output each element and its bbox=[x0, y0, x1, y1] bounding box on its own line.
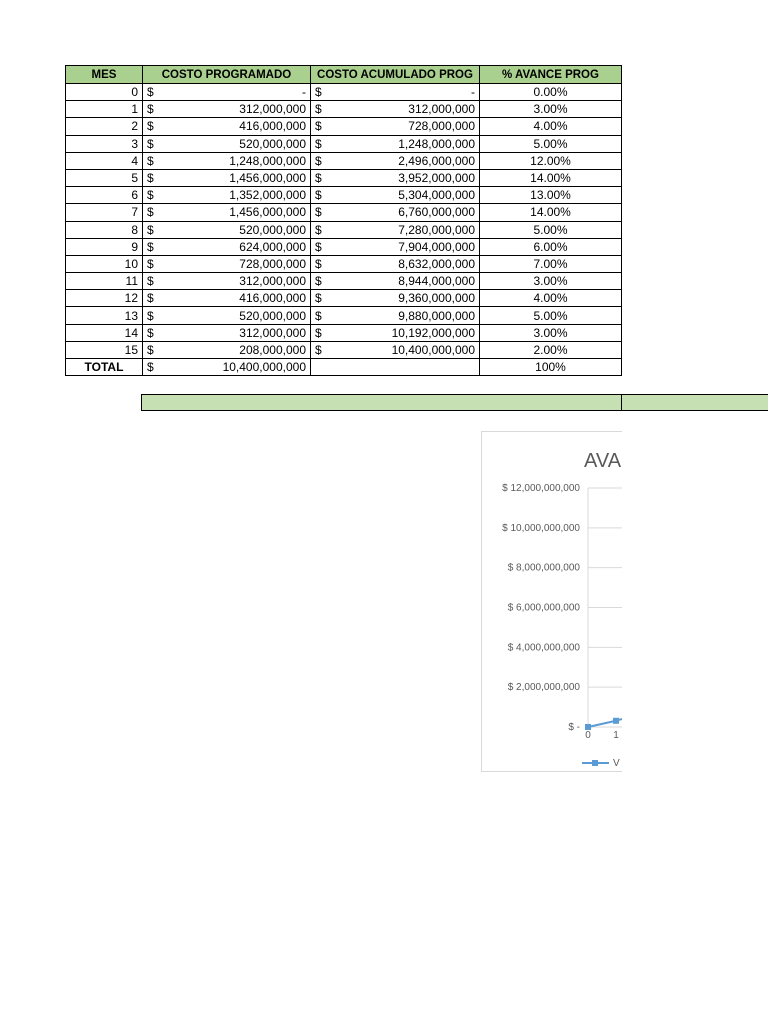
currency-symbol: $ bbox=[147, 119, 154, 134]
y-tick-label: $ 6,000,000,000 bbox=[507, 602, 580, 614]
avance-cell[interactable]: 6.00% bbox=[480, 238, 622, 255]
table-body bbox=[66, 84, 622, 359]
costo-programado-cell[interactable] bbox=[143, 135, 311, 152]
table-row bbox=[66, 341, 622, 358]
series-layer bbox=[585, 715, 622, 730]
costo-acumulado-cell[interactable] bbox=[311, 255, 480, 272]
y-tick-label: $ 4,000,000,000 bbox=[507, 642, 580, 654]
costo-programado-cell[interactable] bbox=[143, 187, 311, 204]
mes-cell[interactable]: 15 bbox=[66, 341, 143, 358]
table-row bbox=[66, 324, 622, 341]
costo-acumulado-value: 9,880,000,000 bbox=[398, 308, 475, 323]
costo-programado-cell[interactable] bbox=[143, 118, 311, 135]
table-row bbox=[66, 221, 622, 238]
mes-cell[interactable]: 14 bbox=[66, 324, 143, 341]
table-row bbox=[66, 135, 622, 152]
costo-programado-value: 520,000,000 bbox=[239, 308, 306, 323]
costo-acumulado-cell[interactable] bbox=[311, 118, 480, 135]
avance-cell[interactable]: 4.00% bbox=[480, 290, 622, 307]
currency-symbol: $ bbox=[315, 222, 322, 237]
currency-symbol: $ bbox=[315, 205, 322, 220]
x-axis-labels bbox=[585, 730, 619, 741]
total-row bbox=[66, 359, 622, 376]
costo-acumulado-value: 5,304,000,000 bbox=[398, 188, 475, 203]
legend bbox=[582, 758, 620, 769]
mes-cell[interactable]: 10 bbox=[66, 255, 143, 272]
costo-programado-cell[interactable] bbox=[143, 324, 311, 341]
table-header-row bbox=[66, 66, 622, 84]
currency-symbol: $ bbox=[147, 256, 154, 271]
costo-acumulado-value: 1,248,000,000 bbox=[398, 136, 475, 151]
table-row bbox=[66, 187, 622, 204]
mes-cell[interactable]: 5 bbox=[66, 169, 143, 186]
avance-chart[interactable] bbox=[481, 431, 622, 772]
table-row bbox=[66, 238, 622, 255]
currency-symbol: $ bbox=[147, 85, 154, 100]
costo-programado-value: 1,352,000,000 bbox=[229, 188, 306, 203]
chart-container[interactable] bbox=[481, 431, 622, 772]
currency-symbol: $ bbox=[147, 153, 154, 168]
costo-acumulado-value: 312,000,000 bbox=[408, 102, 475, 117]
avance-cell[interactable]: 13.00% bbox=[480, 187, 622, 204]
table-row bbox=[66, 204, 622, 221]
avance-cell[interactable]: 4.00% bbox=[480, 118, 622, 135]
gridlines bbox=[588, 488, 622, 727]
mes-cell[interactable]: 9 bbox=[66, 238, 143, 255]
data-point[interactable] bbox=[613, 718, 619, 724]
costo-programado-value: 520,000,000 bbox=[239, 222, 306, 237]
y-axis-labels bbox=[502, 483, 580, 733]
x-tick-label: 1 bbox=[613, 730, 619, 741]
currency-symbol: $ bbox=[315, 119, 322, 134]
total-programado: 10,400,000,000 bbox=[222, 360, 306, 375]
legend-label: V bbox=[613, 758, 620, 769]
costo-programado-value: 208,000,000 bbox=[239, 342, 306, 357]
avance-cell[interactable]: 3.00% bbox=[480, 101, 622, 118]
cost-table bbox=[65, 65, 622, 376]
table-row bbox=[66, 255, 622, 272]
costo-programado-value: 312,000,000 bbox=[239, 102, 306, 117]
table-row bbox=[66, 307, 622, 324]
mes-cell[interactable]: 2 bbox=[66, 118, 143, 135]
table-row bbox=[66, 152, 622, 169]
currency-symbol: $ bbox=[315, 274, 322, 289]
currency-symbol: $ bbox=[315, 239, 322, 254]
avance-cell[interactable]: 7.00% bbox=[480, 255, 622, 272]
costo-acumulado-value: 3,952,000,000 bbox=[398, 171, 475, 186]
costo-programado-cell[interactable] bbox=[143, 84, 311, 101]
mes-cell[interactable]: 4 bbox=[66, 152, 143, 169]
costo-acumulado-cell[interactable] bbox=[311, 307, 480, 324]
total-avance[interactable]: 100% bbox=[480, 359, 622, 376]
currency-symbol: $ bbox=[315, 256, 322, 271]
currency-symbol: $ bbox=[315, 308, 322, 323]
costo-acumulado-value: 7,280,000,000 bbox=[398, 222, 475, 237]
costo-acumulado-cell[interactable] bbox=[311, 84, 480, 101]
costo-programado-value: 1,456,000,000 bbox=[229, 171, 306, 186]
costo-programado-cell[interactable] bbox=[143, 152, 311, 169]
costo-programado-cell[interactable] bbox=[143, 341, 311, 358]
table-row bbox=[66, 273, 622, 290]
y-tick-label: $ 10,000,000,000 bbox=[502, 522, 580, 534]
costo-acumulado-value: - bbox=[471, 85, 475, 100]
table-row bbox=[66, 101, 622, 118]
avance-cell[interactable]: 3.00% bbox=[480, 273, 622, 290]
costo-acumulado-cell[interactable] bbox=[311, 221, 480, 238]
costo-acumulado-value: 2,496,000,000 bbox=[398, 153, 475, 168]
costo-acumulado-value: 7,904,000,000 bbox=[398, 239, 475, 254]
costo-programado-cell[interactable] bbox=[143, 273, 311, 290]
costo-acumulado-value: 8,632,000,000 bbox=[398, 256, 475, 271]
costo-acumulado-value: 8,944,000,000 bbox=[398, 274, 475, 289]
x-tick-label: 0 bbox=[585, 730, 591, 741]
currency-symbol: $ bbox=[147, 188, 154, 203]
mes-cell[interactable]: 3 bbox=[66, 135, 143, 152]
avance-cell[interactable]: 5.00% bbox=[480, 135, 622, 152]
costo-programado-value: 728,000,000 bbox=[239, 256, 306, 271]
costo-acumulado-cell[interactable] bbox=[311, 135, 480, 152]
table-row bbox=[66, 290, 622, 307]
currency-symbol: $ bbox=[147, 325, 154, 340]
currency-symbol: $ bbox=[315, 136, 322, 151]
costo-acumulado-value: 10,192,000,000 bbox=[391, 325, 475, 340]
chart-title: AVA bbox=[584, 450, 622, 472]
costo-acumulado-value: 6,760,000,000 bbox=[398, 205, 475, 220]
mes-cell[interactable]: 7 bbox=[66, 204, 143, 221]
header-mes[interactable]: MES bbox=[66, 66, 143, 84]
costo-acumulado-cell[interactable] bbox=[311, 204, 480, 221]
data-point[interactable] bbox=[585, 724, 591, 730]
avance-cell[interactable]: 5.00% bbox=[480, 307, 622, 324]
costo-acumulado-cell[interactable] bbox=[311, 152, 480, 169]
y-tick-label: $ - bbox=[568, 722, 580, 733]
costo-programado-value: 1,248,000,000 bbox=[229, 153, 306, 168]
costo-programado-cell[interactable] bbox=[143, 307, 311, 324]
header-costo-acumulado[interactable]: COSTO ACUMULADO PROG bbox=[311, 66, 480, 84]
mes-cell[interactable]: 1 bbox=[66, 101, 143, 118]
costo-acumulado-cell[interactable] bbox=[311, 169, 480, 186]
currency-symbol: $ bbox=[315, 325, 322, 340]
y-tick-label: $ 2,000,000,000 bbox=[507, 682, 580, 694]
mes-cell[interactable]: 12 bbox=[66, 290, 143, 307]
costo-programado-cell[interactable] bbox=[143, 290, 311, 307]
costo-programado-value: 1,456,000,000 bbox=[229, 205, 306, 220]
currency-symbol: $ bbox=[147, 274, 154, 289]
currency-symbol: $ bbox=[315, 188, 322, 203]
y-tick-label: $ 12,000,000,000 bbox=[502, 483, 580, 494]
costo-programado-value: - bbox=[302, 85, 306, 100]
costo-acumulado-cell[interactable] bbox=[311, 290, 480, 307]
avance-cell[interactable]: 14.00% bbox=[480, 169, 622, 186]
costo-acumulado-value: 10,400,000,000 bbox=[391, 342, 475, 357]
costo-programado-cell[interactable] bbox=[143, 169, 311, 186]
avance-cell[interactable]: 14.00% bbox=[480, 204, 622, 221]
currency-symbol: $ bbox=[147, 239, 154, 254]
costo-acumulado-cell[interactable] bbox=[311, 324, 480, 341]
costo-programado-value: 416,000,000 bbox=[239, 119, 306, 134]
green-filled-cell-range[interactable] bbox=[141, 394, 768, 411]
costo-programado-cell[interactable] bbox=[143, 101, 311, 118]
currency-symbol: $ bbox=[147, 102, 154, 117]
mes-cell[interactable]: 6 bbox=[66, 187, 143, 204]
costo-acumulado-cell[interactable] bbox=[311, 341, 480, 358]
header-avance[interactable]: % AVANCE PROG bbox=[480, 66, 622, 84]
currency-symbol: $ bbox=[315, 102, 322, 117]
mes-cell[interactable]: 11 bbox=[66, 273, 143, 290]
header-costo-programado[interactable]: COSTO PROGRAMADO bbox=[143, 66, 311, 84]
mes-cell[interactable]: 8 bbox=[66, 221, 143, 238]
costo-programado-cell[interactable] bbox=[143, 204, 311, 221]
costo-programado-value: 312,000,000 bbox=[239, 325, 306, 340]
costo-acumulado-cell[interactable] bbox=[311, 187, 480, 204]
currency-symbol: $ bbox=[315, 291, 322, 306]
costo-programado-value: 312,000,000 bbox=[239, 274, 306, 289]
total-label[interactable]: TOTAL bbox=[66, 359, 143, 376]
currency-symbol: $ bbox=[147, 136, 154, 151]
avance-cell[interactable]: 12.00% bbox=[480, 152, 622, 169]
costo-programado-value: 520,000,000 bbox=[239, 136, 306, 151]
costo-acumulado-cell[interactable] bbox=[311, 238, 480, 255]
mes-cell[interactable]: 13 bbox=[66, 307, 143, 324]
avance-cell[interactable]: 5.00% bbox=[480, 221, 622, 238]
total-programado-cell[interactable] bbox=[143, 359, 311, 376]
mes-cell[interactable]: 0 bbox=[66, 84, 143, 101]
table-row bbox=[66, 169, 622, 186]
table-row bbox=[66, 84, 622, 101]
currency-symbol: $ bbox=[147, 342, 154, 357]
currency-symbol: $ bbox=[315, 342, 322, 357]
avance-cell[interactable]: 0.00% bbox=[480, 84, 622, 101]
table-row bbox=[66, 118, 622, 135]
avance-cell[interactable]: 2.00% bbox=[480, 341, 622, 358]
costo-acumulado-cell[interactable] bbox=[311, 273, 480, 290]
currency-symbol: $ bbox=[147, 308, 154, 323]
legend-marker bbox=[592, 760, 598, 766]
costo-programado-value: 416,000,000 bbox=[239, 291, 306, 306]
costo-acumulado-value: 728,000,000 bbox=[408, 119, 475, 134]
costo-acumulado-cell[interactable] bbox=[311, 101, 480, 118]
currency-symbol: $ bbox=[147, 171, 154, 186]
y-tick-label: $ 8,000,000,000 bbox=[507, 562, 580, 574]
currency-symbol: $ bbox=[147, 205, 154, 220]
currency-symbol: $ bbox=[315, 85, 322, 100]
currency-symbol: $ bbox=[147, 360, 154, 375]
costo-programado-cell[interactable] bbox=[143, 238, 311, 255]
currency-symbol: $ bbox=[315, 171, 322, 186]
costo-programado-cell[interactable] bbox=[143, 255, 311, 272]
currency-symbol: $ bbox=[315, 153, 322, 168]
costo-acumulado-value: 9,360,000,000 bbox=[398, 291, 475, 306]
costo-programado-value: 624,000,000 bbox=[239, 239, 306, 254]
total-acumulado-cell[interactable] bbox=[311, 359, 480, 376]
currency-symbol: $ bbox=[147, 291, 154, 306]
currency-symbol: $ bbox=[147, 222, 154, 237]
avance-cell[interactable]: 3.00% bbox=[480, 324, 622, 341]
costo-programado-cell[interactable] bbox=[143, 221, 311, 238]
